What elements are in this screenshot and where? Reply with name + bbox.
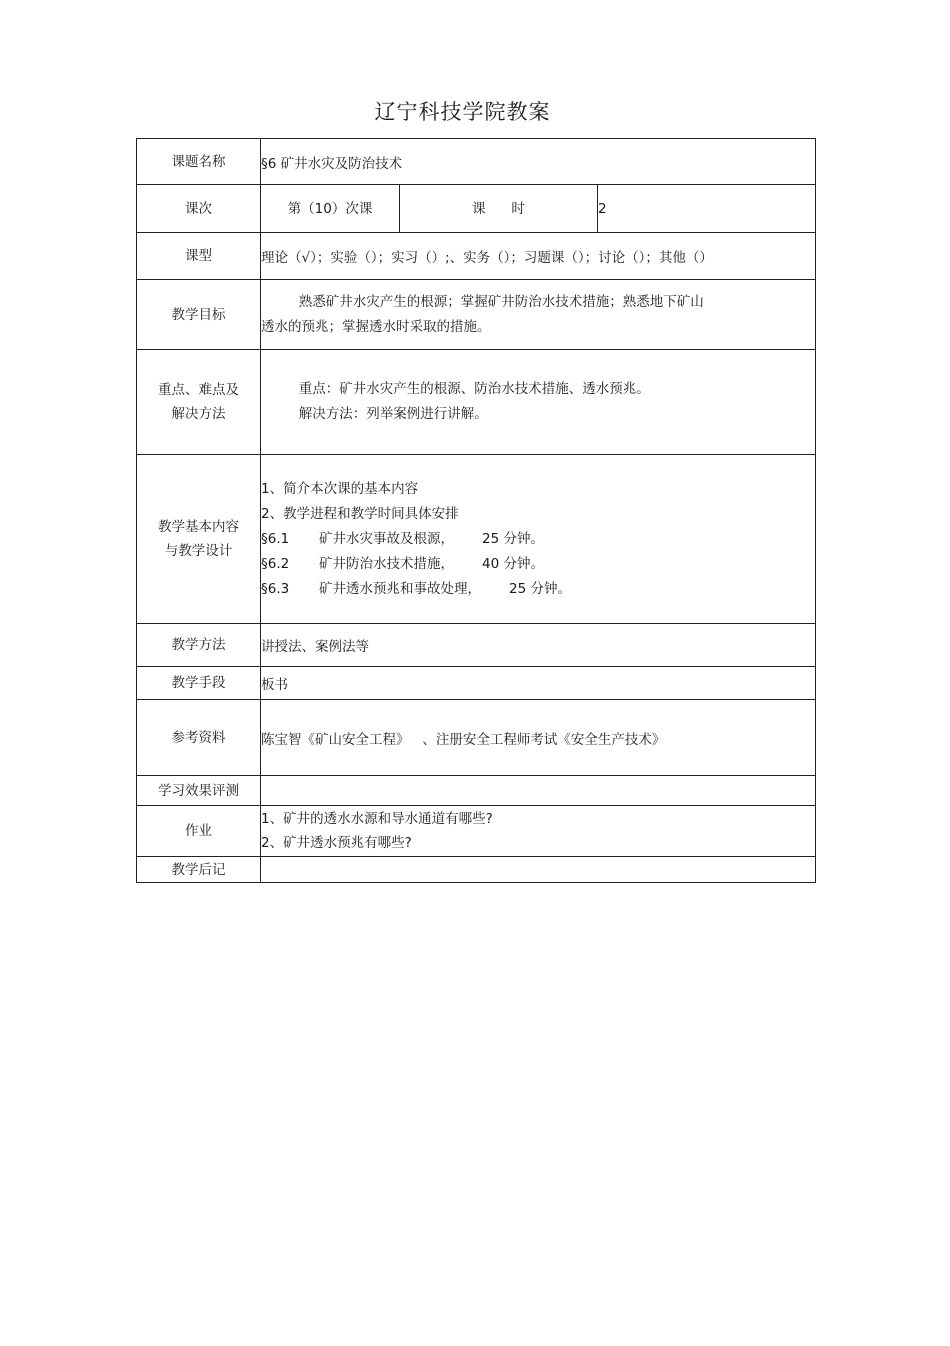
section-topic: 矿井水灾事故及根源， <box>319 530 454 547</box>
references-label: 参考资料 <box>137 700 261 776</box>
section-topic: 矿井透水预兆和事故处理， <box>319 580 481 597</box>
homework-line-1: 1、矿井的透水水源和导水通道有哪些? <box>261 811 493 827</box>
means-value: 板书 <box>261 667 816 700</box>
type-value: 理论（√）；实验（）；实习（）;、实务（）；习题课（）；讨论（）；其他（） <box>261 233 816 280</box>
row-means <box>137 667 816 700</box>
keypoints-line-2: 解决方法：列举案例进行讲解。 <box>298 406 488 422</box>
objectives-line-1: 熟悉矿井水灾产生的根源；掌握矿井防治水技术措施；熟悉地下矿山 <box>298 293 704 310</box>
objectives-line-2: 透水的预兆；掌握透水时采取的措施。 <box>261 318 491 335</box>
homework-line-2: 2、矿井透水预兆有哪些? <box>261 835 412 851</box>
row-session <box>137 185 816 233</box>
section-time: 40 分钟。 <box>482 555 544 572</box>
content-item-1: 1、简介本次课的基本内容 <box>261 480 419 497</box>
row-content <box>137 455 816 624</box>
row-evaluation <box>137 776 816 806</box>
row-keypoints <box>137 350 816 455</box>
methods-value: 讲授法、案例法等 <box>261 624 816 667</box>
means-label: 教学手段 <box>137 667 261 700</box>
references-value: 陈宝智《矿山安全工程》 、注册安全工程师考试《安全生产技术》 <box>261 700 816 776</box>
content-section-1 <box>261 527 815 552</box>
topic-label: 课题名称 <box>137 139 261 185</box>
section-number: §6.3 <box>261 580 290 597</box>
content-label <box>137 455 261 624</box>
hours-label: 课 时 <box>400 185 598 233</box>
objectives-value <box>261 280 816 350</box>
keypoints-label-line-1: 重点、难点及 <box>158 382 239 398</box>
section-time: 25 分钟。 <box>482 530 544 547</box>
row-postscript <box>137 857 816 883</box>
hours-value: 2 <box>598 185 816 233</box>
session-label: 课次 <box>137 185 261 233</box>
page-title: 辽宁科技学院教案 <box>374 100 551 124</box>
content-value <box>261 455 816 624</box>
section-time: 25 分钟。 <box>509 580 571 597</box>
row-references <box>137 700 816 776</box>
row-methods <box>137 624 816 667</box>
postscript-label: 教学后记 <box>137 857 261 883</box>
postscript-value <box>261 857 816 883</box>
topic-value: §6 矿井水灾及防治技术 <box>261 139 816 185</box>
methods-label: 教学方法 <box>137 624 261 667</box>
row-objectives <box>137 280 816 350</box>
type-label: 课型 <box>137 233 261 280</box>
row-homework <box>137 806 816 857</box>
homework-label: 作业 <box>137 806 261 857</box>
content-section-3 <box>261 577 815 602</box>
row-type <box>137 233 816 280</box>
keypoints-label-line-2: 解决方法 <box>171 406 226 422</box>
keypoints-value <box>261 350 816 455</box>
content-section-2 <box>261 552 815 577</box>
objectives-label: 教学目标 <box>137 280 261 350</box>
section-number: §6.2 <box>261 555 290 572</box>
keypoints-line-1: 重点：矿井水灾产生的根源、防治水技术措施、透水预兆。 <box>298 381 650 397</box>
keypoints-label <box>137 350 261 455</box>
content-label-line-1: 教学基本内容 <box>158 519 239 535</box>
section-topic: 矿井防治水技术措施， <box>319 555 454 572</box>
session-value: 第（10）次课 <box>261 185 400 233</box>
evaluation-label: 学习效果评测 <box>137 776 261 806</box>
evaluation-value <box>261 776 816 806</box>
homework-value <box>261 806 816 857</box>
content-label-line-2: 与教学设计 <box>164 543 233 559</box>
content-item-2: 2、教学进程和教学时间具体安排 <box>261 505 459 522</box>
row-topic <box>137 139 816 185</box>
lesson-plan-table <box>136 138 816 883</box>
section-number: §6.1 <box>261 530 290 547</box>
